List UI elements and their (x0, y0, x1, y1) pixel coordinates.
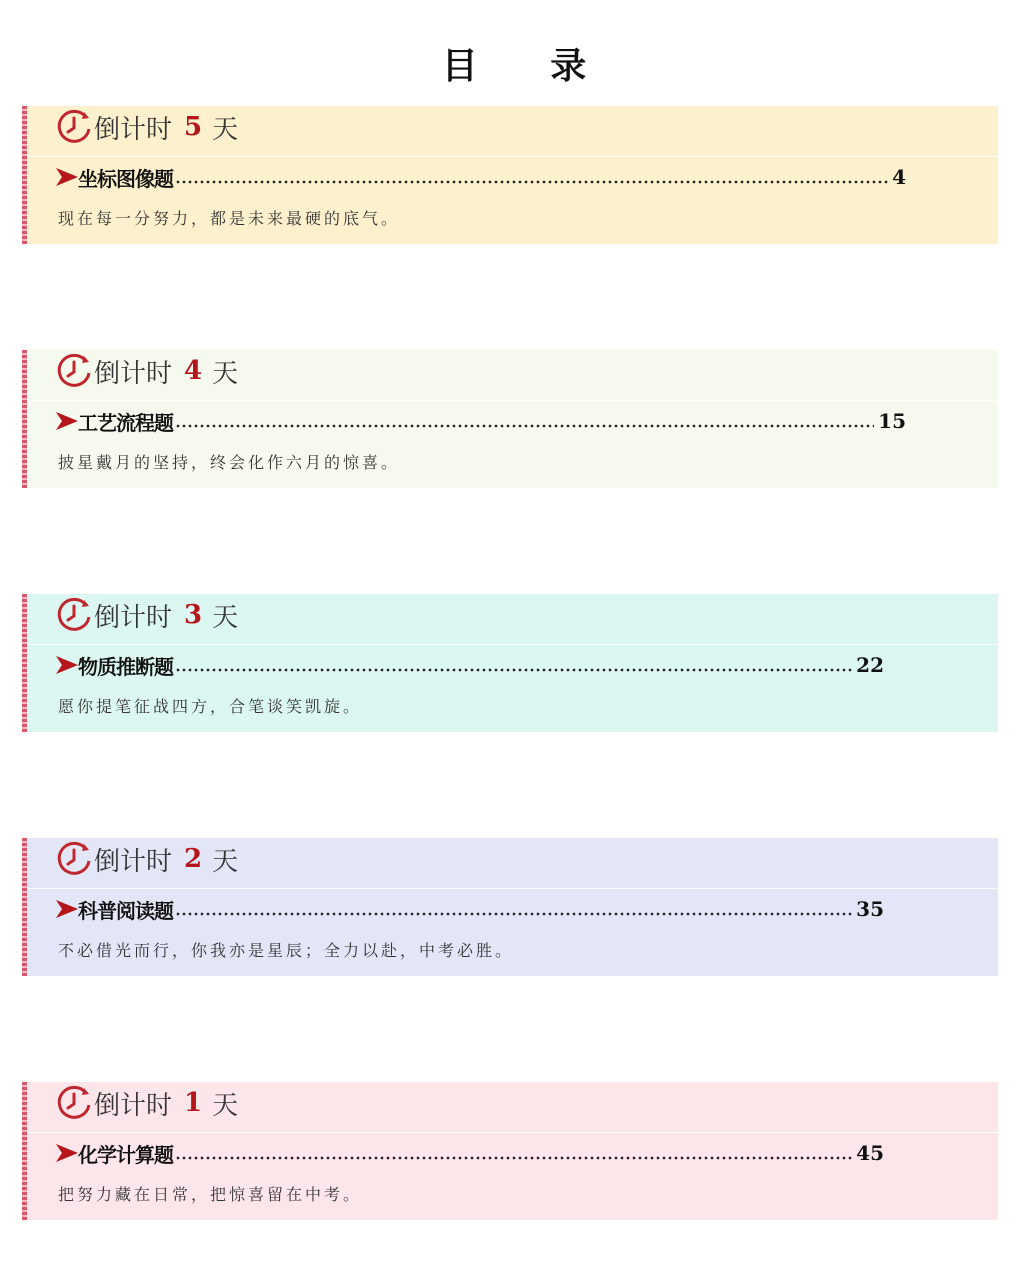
countdown-clock-icon (56, 841, 92, 877)
countdown-heading (56, 1086, 238, 1120)
countdown-unit: 天 (212, 1090, 239, 1121)
toc-topic: 科普阅读题 (78, 898, 173, 923)
countdown-section-4 (22, 350, 998, 488)
section-motto: 把努力藏在日常，把惊喜留在中考。 (58, 1185, 363, 1204)
toc-page-number: 15 (878, 409, 906, 433)
toc-page-number: 45 (856, 1141, 884, 1165)
countdown-label: 倒计时 (94, 114, 173, 145)
countdown-clock-icon (56, 1085, 92, 1121)
countdown-number: 3 (184, 600, 203, 630)
toc-leader-dots (175, 668, 852, 672)
arrow-right-icon (56, 167, 78, 187)
section-motto: 不必借光而行，你我亦是星辰；全力以赴，中考必胜。 (58, 941, 515, 960)
countdown-section-1 (22, 1082, 998, 1220)
toc-topic: 工艺流程题 (78, 410, 173, 435)
countdown-heading (56, 842, 238, 876)
countdown-label: 倒计时 (94, 846, 173, 877)
countdown-section-2 (22, 838, 998, 976)
countdown-heading (56, 354, 238, 388)
section-stripe (22, 350, 27, 488)
toc-topic: 物质推断题 (78, 654, 173, 679)
section-stripe (22, 838, 27, 976)
toc-entry[interactable] (56, 406, 906, 436)
toc-entry[interactable] (56, 1138, 884, 1168)
countdown-heading (56, 598, 238, 632)
countdown-unit: 天 (212, 602, 239, 633)
countdown-number: 1 (184, 1088, 203, 1118)
section-divider (27, 1132, 998, 1133)
toc-leader-dots (175, 180, 888, 184)
countdown-label: 倒计时 (94, 358, 173, 389)
toc-entry[interactable] (56, 894, 884, 924)
countdown-label: 倒计时 (94, 1090, 173, 1121)
section-stripe (22, 594, 27, 732)
arrow-right-icon (56, 411, 78, 431)
countdown-clock-icon (56, 109, 92, 145)
toc-entry[interactable] (56, 162, 906, 192)
section-motto: 愿你提笔征战四方，合笔谈笑凯旋。 (58, 697, 363, 716)
section-motto: 现在每一分努力，都是未来最硬的底气。 (58, 209, 401, 228)
arrow-right-icon (56, 655, 78, 675)
arrow-right-icon (56, 1143, 78, 1163)
toc-topic: 坐标图像题 (78, 166, 173, 191)
section-divider (27, 156, 998, 157)
section-stripe (22, 1082, 27, 1220)
arrow-right-icon (56, 899, 78, 919)
section-divider (27, 888, 998, 889)
countdown-unit: 天 (212, 846, 239, 877)
countdown-section-3 (22, 594, 998, 732)
countdown-number: 2 (184, 844, 203, 874)
toc-entry[interactable] (56, 650, 884, 680)
toc-leader-dots (175, 912, 852, 916)
toc-page-number: 35 (856, 897, 884, 921)
section-motto: 披星戴月的坚持，终会化作六月的惊喜。 (58, 453, 401, 472)
toc-page-number: 22 (856, 653, 884, 677)
toc-topic: 化学计算题 (78, 1142, 173, 1167)
countdown-clock-icon (56, 597, 92, 633)
page-title: 目 录 (441, 46, 617, 87)
section-divider (27, 644, 998, 645)
section-divider (27, 400, 998, 401)
countdown-unit: 天 (212, 114, 239, 145)
toc-leader-dots (175, 1156, 852, 1160)
toc-leader-dots (175, 424, 874, 428)
countdown-heading (56, 110, 238, 144)
countdown-number: 4 (184, 356, 203, 386)
countdown-unit: 天 (212, 358, 239, 389)
countdown-number: 5 (184, 112, 203, 142)
countdown-label: 倒计时 (94, 602, 173, 633)
section-stripe (22, 106, 27, 244)
countdown-section-5 (22, 106, 998, 244)
countdown-clock-icon (56, 353, 92, 389)
toc-page-number: 4 (892, 165, 906, 189)
